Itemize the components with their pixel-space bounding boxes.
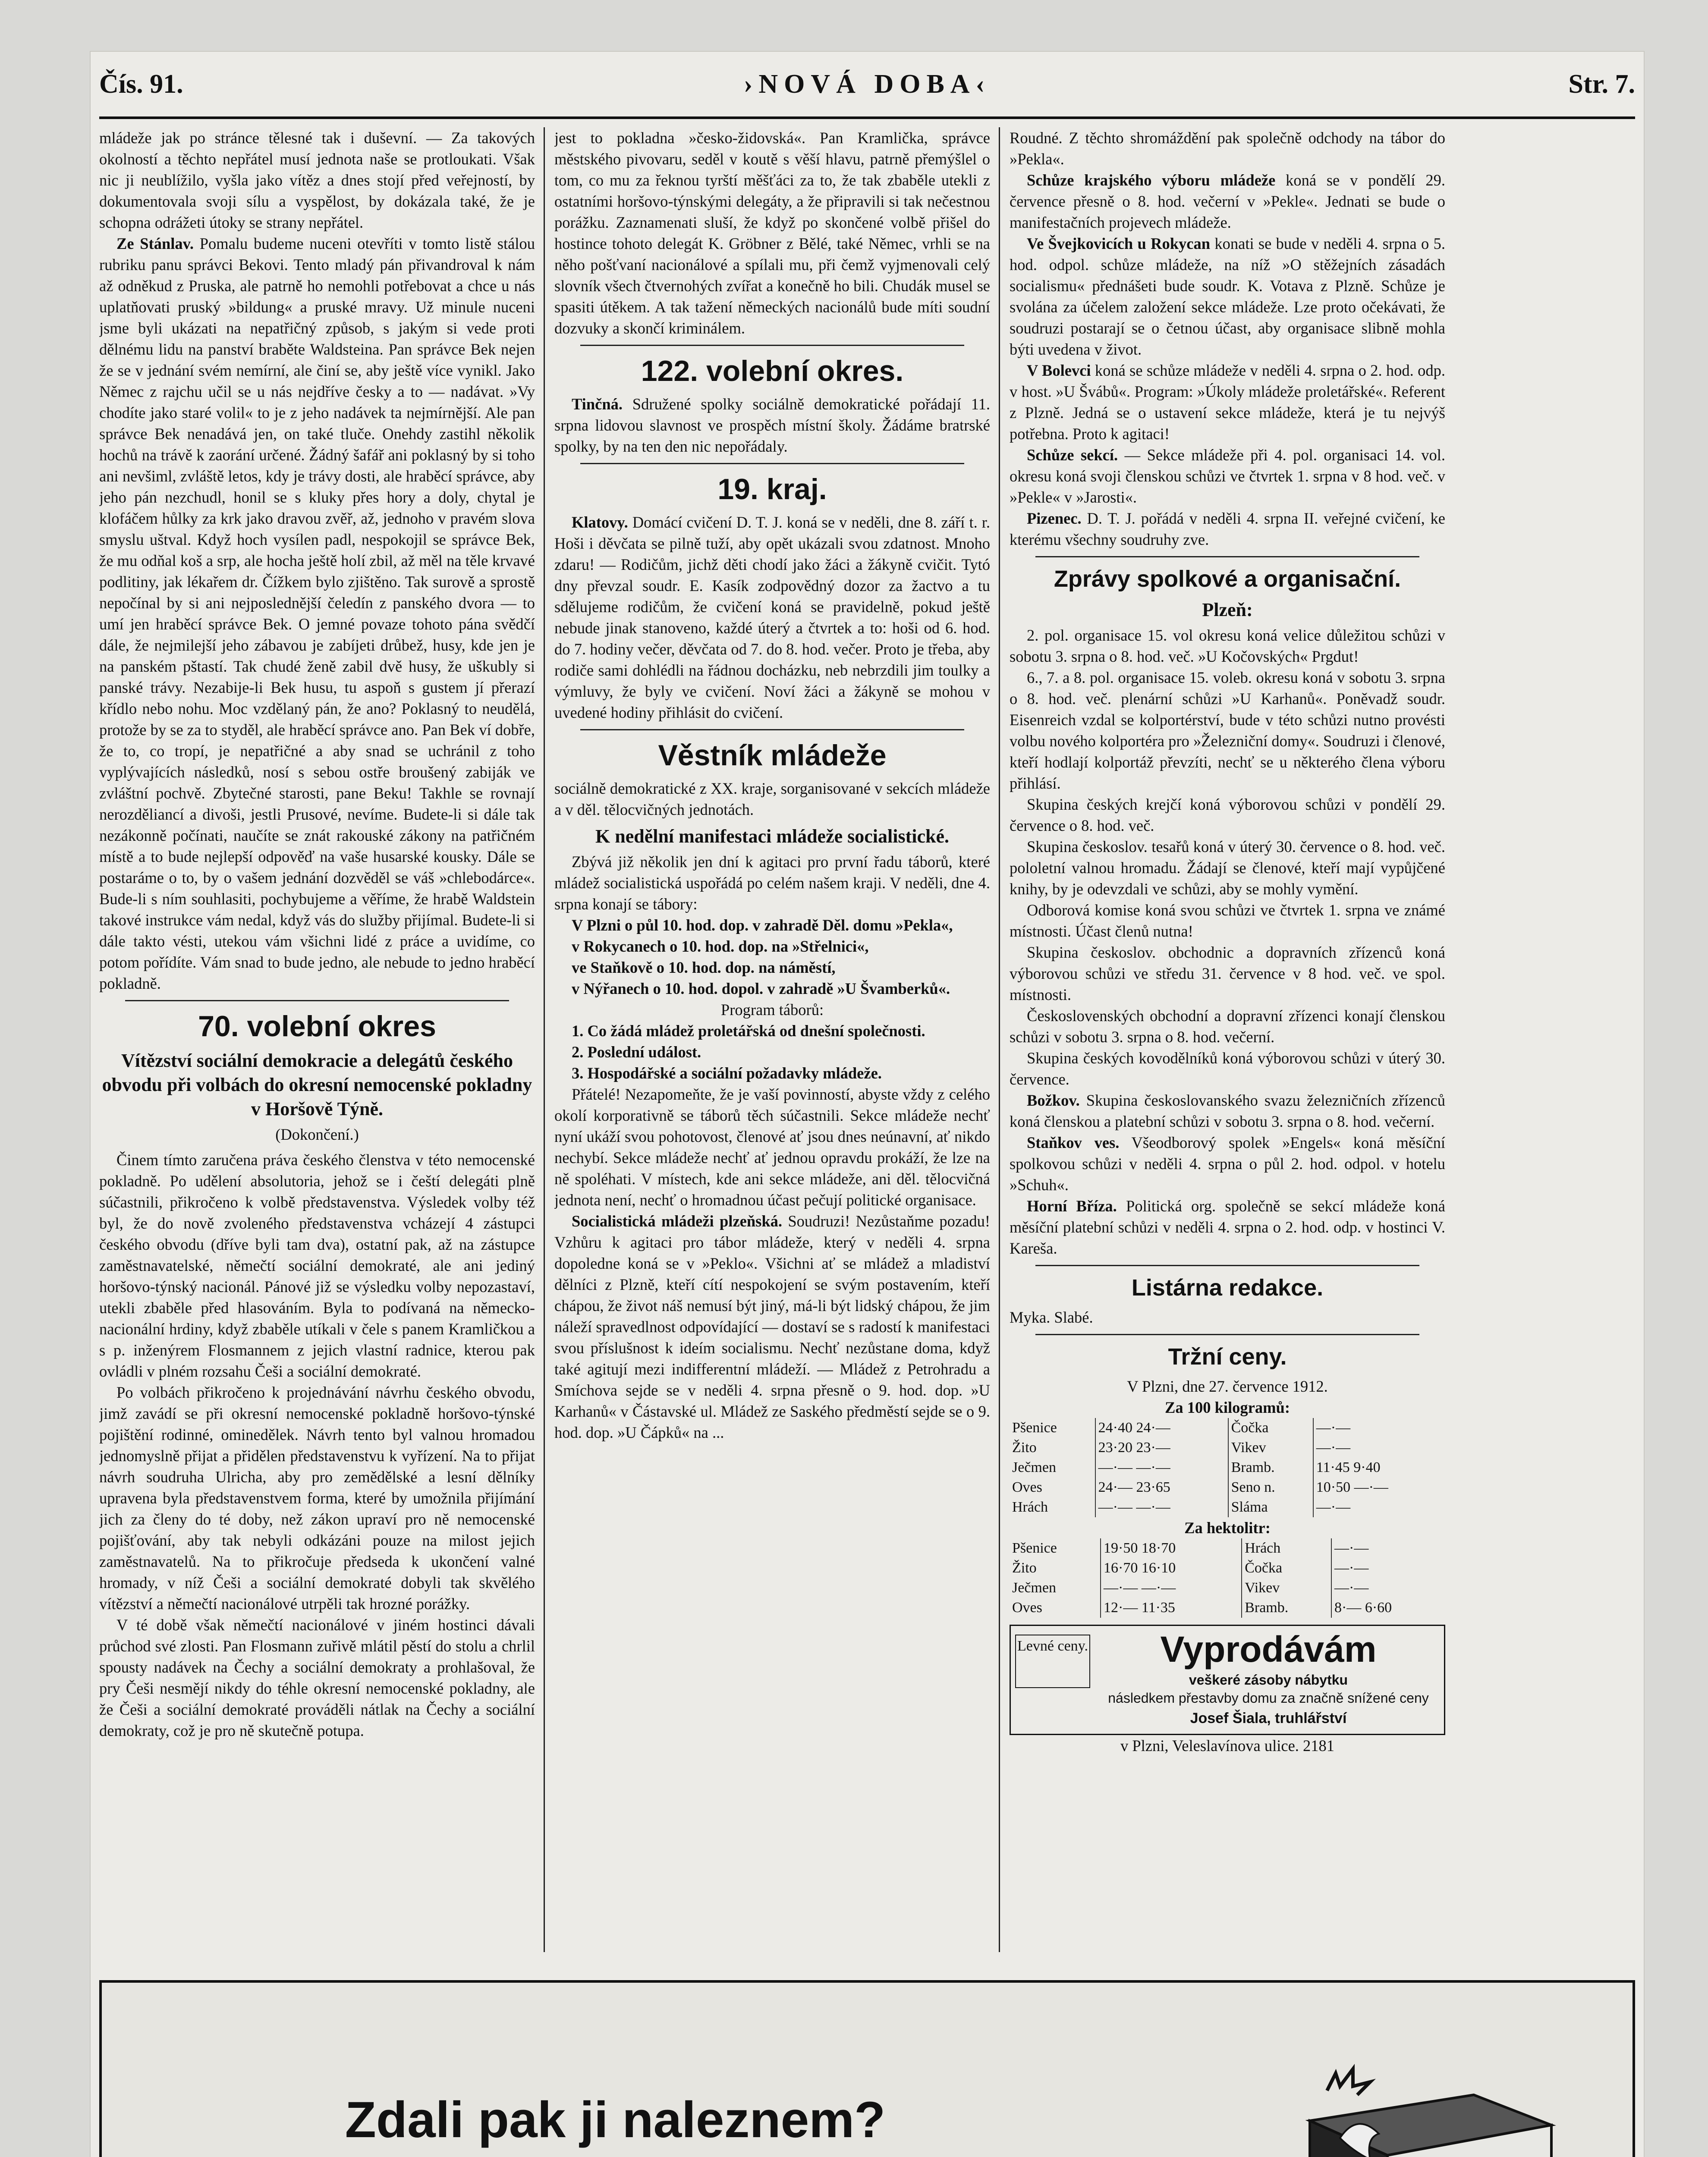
market-row <box>1010 1558 1445 1578</box>
article-paragraph <box>1010 360 1445 444</box>
market-cell: —·— <box>1316 1499 1351 1515</box>
market-row <box>1010 1578 1445 1598</box>
article-text: Roudné. Z těchto shromáždění pak společně odchody na tábor do »Pekla«. <box>1010 129 1445 168</box>
article-lead: V Bolevci <box>1027 362 1091 379</box>
article-text: 2. pol. organisace 15. vol okresu koná velice důležitou schůzi v sobotu 3. srpna o 8. hod. več. »U Kočovských« Prgdut! <box>1010 626 1445 665</box>
market-cell: Hrách <box>1010 1497 1095 1517</box>
article-text: Skupina českoslov. obchodnic a dopravních zřízenců koná výborovou schůzi ve středu 31. července v 8 hod. več. ve spol. místnosti. <box>1010 943 1445 1003</box>
market-cell: Čočka <box>1242 1558 1331 1578</box>
header-rule <box>99 116 1635 119</box>
article-text: koná se schůze mládeže v neděli 4. srpna o 2. hod. odp. v host. »U Švábů«. Program: »Úkoly mládeže proletářské«. Referent z Plzně. Jedná se o ustavení sekce mládeže, která je tu nejvýš potřebna. Proto k agitaci! <box>1010 362 1445 443</box>
article-text: koná se v pondělí 29. července přesně o 8. hod. večerní v »Pekle«. Jednati se bude o manifestačních projevech mládeže. <box>1010 171 1445 231</box>
market-cell: 24·40 24·— <box>1095 1418 1228 1438</box>
soap-advertisement <box>99 1980 1635 2157</box>
market-cell: Oves <box>1010 1598 1101 1618</box>
article-paragraph <box>1010 508 1445 550</box>
soap-box-illustration <box>1293 2060 1560 2157</box>
article-paragraph <box>1010 444 1445 508</box>
article-text: Všeodborový spolek »Engels« koná měsíční spolkovou schůzi v neděli 4. srpna o půl 2. hod. odpol. v hotelu »Schuh«. <box>1010 1134 1445 1194</box>
article-text: D. T. J. pořádá v neděli 4. srpna II. veřejné cvičení, ke kterému všechny soudruhy zve. <box>1010 509 1445 548</box>
market-cell: 10·50 —·— <box>1316 1479 1388 1495</box>
article-text: Po volbách přikročeno k projednávání návrhu českého obvodu, jimž zavádí se při okresní nemocenské pokladně horšovo-týnské pojištění rodinné, ominedělek. Návrh tento byl valnou hromadou jednomyslně přijat a přidělen představenstvu k vyřízení. Na to přijat návrh soudruha Ulricha, aby pro zemědělské a lesní dělníky upravena byla představenstvem forma, které by umožnila přijímání jich za členy do té doby, než zákon upraví pro ně nemocenské pojišťování, aby tak nebyli odkázáni pouze na milost jejich zaměstnavatelů. Na to přikročuje předseda k ukončení valné hromady, v níž Češi a sociální demokraté dobyli tak skvělého vítězství a němečtí nacionálové utrpěli tak hrozné porážky. <box>99 1383 535 1613</box>
section-divider <box>580 729 964 730</box>
market-cell: Pšenice <box>1010 1418 1095 1438</box>
article-text: Pomalu budeme nuceni otevříti v tomto listě stálou rubriku panu správci Bekovi. Tento mladý pán přivandroval k nám až odněkud z Pruska, ale patrně ho nemohli potřebovat a chce u nás uplatňovati pruský »bildung« a pruské mravy. Už minule nuceni jsme byli ukázati na nepatřičný způsob, s jakým si vede proti dělnému lidu na panství braběte Waldsteina. Pan správce Bek nejen že se v jednání svém nemírní, ale činí se, aby ještě více vynikl. Jako Němec z rajchu učil se u nás nejdříve česky a to — nadávat. »Vy chodíte jako staré volil« to je z jeho nadávek ta nejmírnější. Ale pan správce Bek nenadává jen, on také tluče. Onehdy zastihl několik hochů na trávě k zaorání určené. Žádný šafář ani poklasný by si toho ani nevšiml, zvláště letos, kdy je trávy dosti, ale hraběcí správce, aby jeho pán nezchudl, honil se s kluky přes hory a doly, chytal je klofáčem hůlky za krk jako dravou zvěř, až, jednoho v pravém slova smyslu uštval. Když hoch vysílen padl, nespokojil se správce Bek, že mu odňal koš a srp, ale hocha ještě holí zbil, až měl na těle krvavé podlitiny, jak lékařem dr. Čížkem bylo zjištěno. Tak surově a sprostě nepočínal by si ani nejposlednější čeledín z panského dvora — to umí jen hraběcí správce Bek. O jemné povaze tohoto pána svědčí dále, že nejmilejší jeho zábavou je zabíjeti drůbež, husy, kde jen je na panském pštastí. Tak chudé ženě zabil dvě husy, že uškubly si panské trávy. Nezabije-li Bek husu, tu aspoň s gustem jí přerazí křídlo nebo nohu. Moc vzdělaný pán, že ano? Poklasný to neudělá, protože by se za to styděl, ale hraběcí správce ano. Pan Bek ví dobře, že to, co tropí, je nepatřičné a aby snad se uchránil z toho vyplývajících následků, nosí s sebou ostře broušený zabiják ve zvláštní pochvě. Zbytečné starosti, pane Beku! Takhle se rovnají nerozděliancí a divoši, jestli Prusové, nevíme. Budete-li si dále tak nezákonně počínati, naučíte se znát rakouské zákony na patřičném místě a to bude nejlepší odpověď na vaše husarské kousky. Dále se postaráme o to, by o vašem jednání dozvěděl se váš »chlebodárce«. Bude-li s ním souhlasiti, pochybujeme a věříme, že hrabě Waldstein takové instrukce vám nedal, když vás do služby přijímal. Budete-li si dále takto vésti, utekou vám všichni lidé z práce a uvidíme, co potom pořídíte. Vám snad to bude jedno, ale nebude to jedno hraběcí pokladně. <box>99 235 535 992</box>
market-row <box>1010 1458 1445 1478</box>
program-item: 1. Co žádá mládež proletářská od dnešní společnosti. <box>572 1022 925 1040</box>
article-paragraph <box>554 393 990 457</box>
article-lead: Schůze sekcí. <box>1027 446 1118 464</box>
article-paragraph <box>554 1211 990 1443</box>
section-heading: 70. volební okres <box>198 1010 436 1043</box>
ad-subline <box>1097 1671 1440 1707</box>
market-cell: Ječmen <box>1010 1578 1101 1598</box>
article-text: Skupina českoslovanského svazu železničních zřízenců koná členskou a platební schůzi v sobotu 3. srpna o 8. hod. večerní. <box>1010 1091 1445 1130</box>
subsection-heading: Plzeň: <box>1202 599 1253 620</box>
ad-address: v Plzni, Veleslavínova ulice. 2181 <box>1120 1737 1335 1755</box>
issue-number: Čís. 91. <box>99 69 183 99</box>
market-cell: —·— <box>1334 1580 1369 1596</box>
market-cell: —·— —·— <box>1095 1458 1228 1478</box>
article-lead: Pizenec. <box>1027 509 1082 527</box>
article-text: Československých obchodní a dopravní zřízenci konají členskou schůzi v sobotu 3. srpna o 8. hod. večerní. <box>1010 1007 1445 1046</box>
column-2 <box>554 127 990 1952</box>
program-title: Program táborů: <box>720 1001 824 1019</box>
article-paragraph <box>554 512 990 723</box>
article-lead: Tinčná. <box>572 395 623 413</box>
article-lead: Horní Bříza. <box>1027 1197 1117 1215</box>
market-place: V Plzni, dne 27. července 1912. <box>1127 1377 1328 1395</box>
column-1 <box>99 127 535 1952</box>
ad-headline: Zdali pak ji naleznem? <box>345 2091 886 2148</box>
article-text: Zbývá již několik jen dní k agitaci pro první řadu táborů, které mládež socialistická uspořádá po celém našem kraji. V neděli, dne 4. srpna konají se tábory: <box>554 853 990 913</box>
market-cell: —·— <box>1316 1440 1351 1456</box>
rally-location: ve Staňkově o 10. hod. dop. na náměstí, <box>572 959 836 976</box>
ad-line <box>102 2155 1129 2157</box>
article-lead: Ze Stánlav. <box>116 235 194 252</box>
article-text: Skupina českých kovodělníků koná výborovou schůzi v úterý 30. července. <box>1010 1049 1445 1088</box>
ad-headline: Vyprodávám <box>1160 1629 1377 1670</box>
market-cell: —·— <box>1316 1420 1351 1436</box>
article-text: Přátelé! Nezapomeňte, že je vaší povinností, abyste vždy z celého okolí korporativně se táborů těch súčastnili. Sekce mládeže nechť nyní ukáží svou pohotovost, členové ať jsou dnes neúnavní, ať nikdo nechybí. Sekce mládeže nechť ať jednou opravdu prokáží, že lze na ně spoléhati. V místech, kde ani sekce mládeže, ani děl. tělocvičná jednota není, nechť o hromadnou účast pečují politické organisace. <box>554 1085 990 1209</box>
article-paragraph <box>1010 1132 1445 1195</box>
section-heading: 19. kraj. <box>717 473 827 506</box>
newspaper-page <box>91 52 1644 2157</box>
program-item: 2. Poslední událost. <box>572 1043 701 1061</box>
market-cell: Bramb. <box>1228 1458 1313 1478</box>
article-text: Činem tímto zaručena práva českého členstva v této nemocenské pokladně. Po udělení absolutoria, jehož se i čeští delegáti plně súčastnili, přikročeno k volbě představenstva. Výsledek volby též byl, že do nově zvoleného představenstva vcházejí 4 zástupci českého obvodu (dříve byli tam dva), ostatní pak, až na zástupce zaměstnavatelské, němečtí sociální demokraté, ale ani jediný horšovo-týnský nacionál. Pánové již se výsledku volby nepozastaví, utekli zbaběle před hlasováním. Byla to podívaná na německo-nacionální hrdiny, když zbaběle utíkali v čele s panem Kramličkou a s p. inženýrem Flosmannem z jejich vlastní radnice, kterou pak ovládli v plném rozsahu Češi a sociální demokraté. <box>99 1151 535 1380</box>
article-lead: Ve Švejkovicích u Rokycan <box>1027 235 1211 252</box>
section-divider <box>1035 556 1419 557</box>
article-text: Skupina českých krejčí koná výborovou schůzi v pondělí 29. července o 8. hod. več. <box>1010 796 1445 834</box>
section-divider <box>1035 1334 1419 1335</box>
article-headline: K nedělní manifestaci mládeže socialistické. <box>595 826 949 847</box>
market-cell: Bramb. <box>1242 1598 1331 1618</box>
column-rule <box>999 127 1000 1952</box>
market-cell: —·— <box>1334 1540 1369 1556</box>
market-unit: Za hektolitr: <box>1184 1519 1271 1537</box>
editor-note: Myka. Slabé. <box>1010 1308 1093 1326</box>
section-heading: Zprávy spolkové a organisační. <box>1054 566 1401 592</box>
market-cell: 19·50 18·70 <box>1101 1538 1242 1558</box>
market-unit: Za 100 kilogramů: <box>1165 1399 1290 1416</box>
article-text: Politická org. společně se sekcí mládeže koná měsíční platební schůzi v neděli 4. srpna o 2. hod. odp. v hostinci V. Kareša. <box>1010 1197 1445 1257</box>
market-cell: Oves <box>1010 1478 1095 1497</box>
ad-sub: veškeré zásoby nábytku <box>1189 1672 1348 1688</box>
article-text: V té době však němečtí nacionálové v jiném hostinci dávali průchod své zlosti. Pan Flosmann zuřivě mlátil pěstí do stolu a chrlil spousty nadávek na Čechy a sociální demokraty a prohlašoval, že pry Češi nesmějí nikdy do téhle okresní nemocenské pokladny, ale že Češi a sociální demokraté prováděli nátlak na Čechy a sociální demokraty, což je pro ně skutečně potupa. <box>99 1616 535 1739</box>
furniture-ad <box>1010 1625 1445 1735</box>
column-rule <box>544 127 545 1952</box>
market-cell: 12·— 11·35 <box>1101 1598 1242 1618</box>
article-paragraph <box>99 233 535 994</box>
ad-price-box: Levné ceny. <box>1015 1635 1090 1688</box>
market-row <box>1010 1478 1445 1497</box>
article-text: konati se bude v neděli 4. srpna o 5. hod. odpol. schůze mládeže, na níž »O stěžejních zásadách socialismu« přednášeti bude soudr. K. Votava z Plzně. Schůze je svolána za účelem založení sekce mládeže. Lze proto očekávati, že soudruzi postarají se o četnou účast, aby organisace slibně mohla býti uvedena v život. <box>1010 235 1445 358</box>
rally-location: v Rokycanech o 10. hod. dop. na »Střelnici«, <box>572 937 869 955</box>
market-cell: Ječmen <box>1010 1458 1095 1478</box>
market-row <box>1010 1497 1445 1517</box>
market-cell: —·— <box>1334 1560 1369 1576</box>
market-row <box>1010 1538 1445 1558</box>
soap-box-icon <box>1293 2060 1560 2157</box>
market-cell: Vikev <box>1228 1438 1313 1458</box>
rally-location: v Nýřanech o 10. hod. dopol. v zahradě »U Švamberků«. <box>572 980 950 997</box>
market-cell: Žito <box>1010 1558 1101 1578</box>
program-item: 3. Hospodářské a sociální požadavky mládeže. <box>572 1064 882 1082</box>
section-divider <box>580 345 964 346</box>
market-cell: Sláma <box>1228 1497 1313 1517</box>
market-table-hl <box>1010 1538 1445 1618</box>
ad-small: následkem přestavby domu za značně snížené ceny <box>1108 1690 1429 1706</box>
article-headline: Vítězství sociální demokracie a delegátů českého obvodu při volbách do okresní nemocenské pokladny v Horšově Týně. <box>102 1050 532 1119</box>
article-paragraph <box>1010 1195 1445 1259</box>
section-heading: 122. volební okres. <box>641 355 904 387</box>
article-lead: Schůze krajského výboru mládeže <box>1027 171 1276 189</box>
article-text: Sdružené spolky sociálně demokratické pořádají 11. srpna lidovou slavnost ve prospěch místní školy. Žádáme bratrské spolky, by na ten den nic nepořádaly. <box>554 395 990 455</box>
article-paragraph <box>1010 1090 1445 1132</box>
article-lead: Staňkov ves. <box>1027 1134 1120 1151</box>
market-cell: —·— —·— <box>1095 1497 1228 1517</box>
market-cell: Vikev <box>1242 1578 1331 1598</box>
article-text: 6., 7. a 8. pol. organisace 15. voleb. okresu koná v sobotu 3. srpna o 8. hod. več. plenární schůzi »U Karhanů«. Poněvadž soudr. Eisenreich vzdal se kolportérství, bude v této schůzi nutno provésti volbu nového kolportéra pro »Železniční domy«. Soudruzi i členové, kteří hodlají kolportáž převzíti, nechť se u některého člena výboru přihlásí. <box>1010 669 1445 792</box>
market-cell: Čočka <box>1228 1418 1313 1438</box>
market-cell: 8·— 6·60 <box>1334 1600 1392 1616</box>
section-divider <box>580 463 964 464</box>
ad-company <box>1097 1708 1440 1729</box>
market-cell: 11·45 9·40 <box>1316 1459 1381 1475</box>
market-cell: —·— —·— <box>1101 1578 1242 1598</box>
market-table-kg <box>1010 1418 1445 1517</box>
article-lead: Božkov. <box>1027 1091 1080 1109</box>
page-number: Str. 7. <box>1568 69 1635 99</box>
rally-location: V Plzni o půl 10. hod. dop. v zahradě Děl. domu »Pekla«, <box>572 916 953 934</box>
ad-name: Josef Šiala, truhlářství <box>1190 1710 1347 1726</box>
market-row <box>1010 1438 1445 1458</box>
section-heading: Tržní ceny. <box>1168 1344 1287 1370</box>
article-text: jest to pokladna »česko-židovská«. Pan Kramlička, správce městského pivovaru, seděl v koutě s věší hlavu, patrně přemýšlel o tom, co mu za řeknou tyrští měšťáci za to, že tak zbaběle utekli z ostatními horšovo-týnskými delegáty, a že připravili si tak nečestnou porážku. Zaznamenati sluší, že když po skončené volbě přišel do hostince tohoto delegát K. Gröbner z Bělé, také Němec, vrhli se na něho pošťvaní nacionálové a spílali mu, při čemž vyjmenovali celý slovník všech čtvernohých zvířat a konečně ho bili. Chudák musel se spasiti útěkem. A tak tažení německých nacionálů bude míti soudní dozvuky a skončí kriminálem. <box>554 129 990 337</box>
article-paragraph <box>1010 233 1445 360</box>
market-cell: 23·20 23·— <box>1095 1438 1228 1458</box>
article-text: sociálně demokratické z XX. kraje, sorganisované v sekcích mládeže a v děl. tělocvičných jednotách. <box>554 780 990 818</box>
section-heading: Věstník mládeže <box>658 739 887 772</box>
page-header <box>99 60 1635 108</box>
market-row <box>1010 1418 1445 1438</box>
article-text: Soudruzi! Nezůstaňme pozadu! Vzhůru k agitaci pro tábor mládeže, který v neděli 4. srpna dopoledne koná se v »Peklo«. Všichni ať se mládež a mladiství dělníci z Plzně, kteří cítí nespokojení se svým postavením, kteří chápou, že život náš nemusí být jiný, má-li být lidský chápou, že jim náleží spravedlnost odpovídající — dostaví se s radostí k manifestaci svou příslušnost k ideím socialismu. Nechť nezůstane doma, když také agitují mezi indifferentní mládeží. — Mládež z Petrohradu a Smíchova sejde se v neděli 4. srpna přesně o 9. hod. dop. »U Karhanů« v Částavské ul. Mládež ze Saského předměstí sejde se o 9. hod. dop. »U Čápků« na ... <box>554 1212 990 1441</box>
market-cell: 16·70 16·10 <box>1101 1558 1242 1578</box>
article-text: mládeže jak po stránce tělesné tak i duševní. — Za takových okolností a těchto nepřátel musí jednota naše se protloukati. Však nic ji neublížilo, vyšla jako vítěz a dnes stojí před veřejností, by dokumentovala svoji sílu a vyspělost, by dokázala také, že je schopna odrážeti útoky se strany nepřátel. <box>99 129 535 231</box>
section-divider <box>125 1000 509 1001</box>
market-row <box>1010 1598 1445 1618</box>
market-cell: Žito <box>1010 1438 1095 1458</box>
column-3 <box>1010 127 1445 1952</box>
market-cell: Seno n. <box>1228 1478 1313 1497</box>
article-lead: Klatovy. <box>572 513 628 531</box>
article-paragraph <box>1010 170 1445 233</box>
article-text: Skupina českoslov. tesařů koná v úterý 30. července o 8. hod. več. pololetní valnou hromadu. Žádají se členové, kteří mají vypůjčené knihy, by je odevzdali ve schůzi, aby se mohly vymění. <box>1010 838 1445 898</box>
article-text: — Sekce mládeže při 4. pol. organisaci 14. vol. okresu koná svoji členskou schůzi ve čtvrtek 1. srpna v 8 hod. več. v »Pekle« v »Jarosti«. <box>1010 446 1445 506</box>
market-cell: 24·— 23·65 <box>1095 1478 1228 1497</box>
newspaper-title: ›NOVÁ DOBA‹ <box>743 69 991 99</box>
section-divider <box>1035 1265 1419 1266</box>
article-lead: Socialistická mládeži plzeňská. <box>572 1212 783 1230</box>
market-cell: Pšenice <box>1010 1538 1101 1558</box>
market-cell: Hrách <box>1242 1538 1331 1558</box>
article-subtitle: (Dokončení.) <box>275 1126 359 1143</box>
section-heading: Listárna redakce. <box>1131 1275 1324 1301</box>
article-text: Domácí cvičení D. T. J. koná se v neděli, dne 8. září t. r. Hoši i děvčata se pilně tuží, aby opět ukázali svou zdatnost. Mnoho zdaru! — Rodičům, jichž děti chodí jako žáci a žákyně cvičit. Tytó dny převzal soudr. E. Kasík zodpovědný dozor za žactvo a tu sdělujeme rodičům, že cvičení koná se pravidelně, pokud ještě nebude jinak stanoveno, každé úterý a čtvrtek a to: hoši od 6. hod. do 7. hodiny večer, děvčata od 7. do 8. hod. večer. Proto je třeba, aby rodiče sami dohlédli na řádnou docházku, neb nebrzdili jim toulky a výmluvy, že byly ve cvičení. Noví žáci a žákyně se mohou v uvedené hodiny přihlásit do cvičení. <box>554 513 990 721</box>
article-text: Odborová komise koná svou schůzi ve čtvrtek 1. srpna ve známé místnosti. Účast členů nutna! <box>1010 901 1445 940</box>
